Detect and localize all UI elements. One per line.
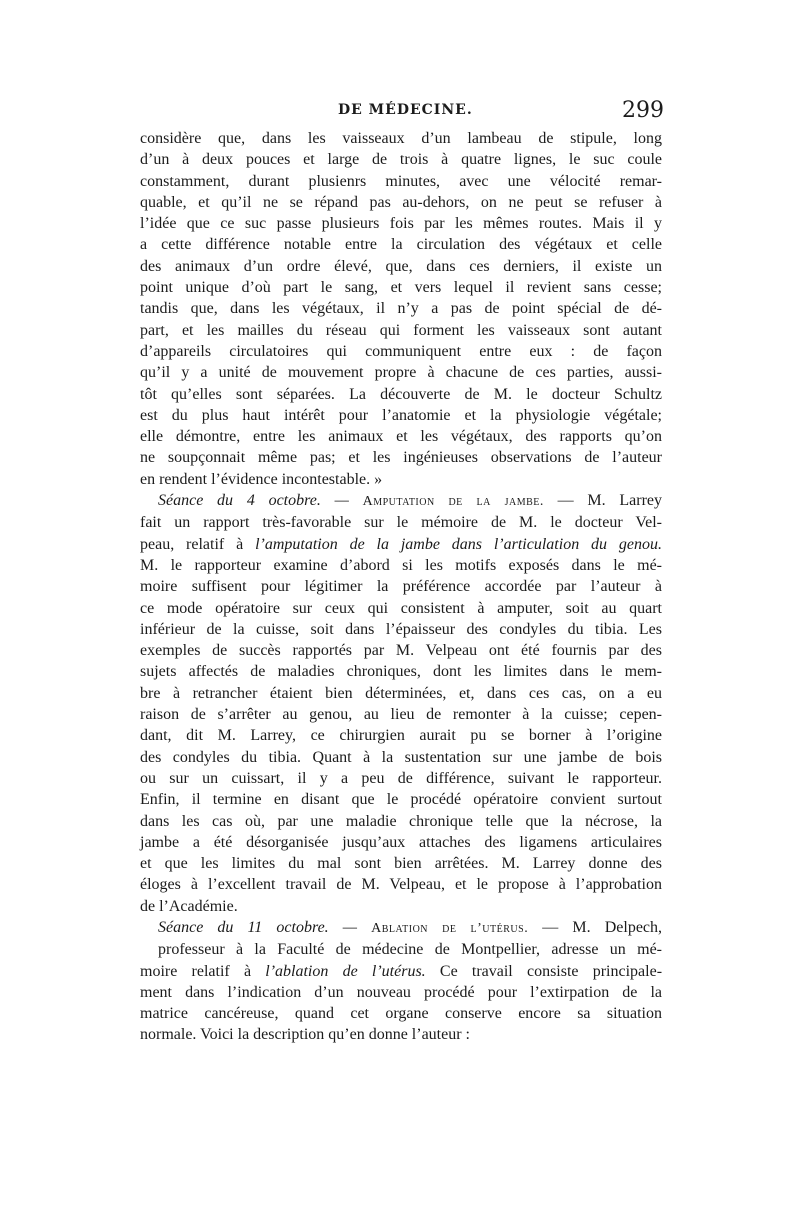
text-line: en rendent l’évidence incontestable. » [140, 470, 383, 488]
text-line: jambe a été désorganisée jusqu’aux attaches des ligamens articulaires [140, 833, 662, 851]
text-line: sujets affectés de maladies chroniques, dont les limites dans le mem- [140, 663, 662, 681]
text-line: inférieur de la cuisse, soit dans l’épaisseur des condyles du tibia. Les [140, 620, 662, 638]
text-line [140, 534, 662, 555]
text-line: professeur à la Faculté de médecine de Montpellier, adresse un mé- [158, 941, 662, 959]
text-line: fait un rapport très-favorable sur le mémoire de M. le docteur Vel- [140, 514, 662, 532]
body-text [140, 128, 662, 1046]
text-line: qu’il y a unité de mouvement propre à chacune de ces parties, aussi- [140, 364, 662, 382]
section-lead: — M. Delpech, [528, 918, 663, 936]
text-line: ment dans l’indication d’un nouveau procédé pour l’extirpation de la [140, 983, 662, 1001]
seance-date: Séance du 11 octobre. — [158, 918, 358, 936]
section-lead: — M. Larrey [543, 492, 663, 510]
text-line: ce mode opératoire sur ceux qui consistent à amputer, soit au quart [140, 599, 662, 617]
text-line: éloges à l’excellent travail de M. Velpeau, et le propose à l’approbation [140, 876, 662, 894]
text-fragment: moire relatif à [140, 962, 266, 980]
text-line: tandis que, dans les végétaux, il n’y a pas de point spécial de dé- [140, 300, 662, 318]
text-line: des condyles du tibia. Quant à la sustentation sur une jambe de bois [140, 748, 662, 766]
text-line: dant, dit M. Larrey, ce chirurgien aurait pu se borner à l’origine [140, 727, 662, 745]
text-line: considère que, dans les vaisseaux d’un lambeau de stipule, long [140, 130, 662, 147]
section-heading: Amputation de la jambe. [362, 494, 544, 510]
text-fragment: Ce travail consiste principale- [425, 962, 663, 980]
text-line: normale. Voici la description qu’en donne l’auteur : [140, 1026, 470, 1044]
emphasis-text: l’amputation de la jambe dans l’articulation du genou. [255, 535, 663, 553]
text-line: ou sur un cuissart, il y a peu de différence, suivant le rapporteur. [140, 769, 662, 787]
text-line: M. le rapporteur examine d’abord si les motifs exposés dans le mé- [140, 556, 662, 574]
section-heading: Ablation de l’utérus. [371, 920, 529, 936]
text-line: raison de s’arrêter au genou, au lieu de remonter à la cuisse; cepen- [140, 706, 662, 724]
text-line: bre à retrancher étaient bien déterminées, et, dans ces cas, on a eu [140, 684, 662, 702]
text-line: point unique d’où part le sang, et vers lequel il revient sans cesse; [140, 279, 662, 297]
text-line: l’idée que ce suc passe plusieurs fois par les mêmes routes. Mais il y [140, 215, 662, 233]
text-line: moire suffisent pour légitimer la préférence accordée par l’auteur à [140, 578, 662, 596]
text-line: constamment, durant plusienrs minutes, avec une vélocité remar- [140, 172, 662, 190]
text-line: ne soupçonnait même pas; et les ingénieuses observations de l’auteur [140, 449, 662, 467]
text-line: quable, et qu’il ne se répand pas au-dehors, on ne peut se refuser à [140, 193, 662, 211]
text-line: exemples de succès rapportés par M. Velpeau ont été fournis par des [140, 642, 662, 660]
text-line [140, 961, 662, 982]
text-line: a cette différence notable entre la circulation des végétaux et celle [140, 236, 662, 254]
text-line: Enfin, il termine en disant que le procédé opératoire convient surtout [140, 791, 662, 809]
running-title: DE MÉDECINE. [338, 102, 473, 118]
text-line: de l’Académie. [140, 897, 238, 915]
text-line: matrice cancéreuse, quand cet organe conserve encore sa situation [140, 1005, 662, 1023]
text-line: des animaux d’un ordre élevé, que, dans ces derniers, il existe un [140, 257, 662, 275]
seance-date: Séance du 4 octobre. — [158, 492, 349, 510]
text-line: elle démontre, entre les animaux et les végétaux, des rapports qu’on [140, 428, 662, 446]
text-line: tôt qu’elles sont séparées. La découverte de M. le docteur Schultz [140, 385, 662, 403]
page-header [0, 98, 800, 126]
text-line: part, et les mailles du réseau qui forment les vaisseaux sont autant [140, 321, 662, 339]
page-number: 299 [622, 98, 664, 123]
text-line: d’un à deux pouces et large de trois à quatre lignes, le suc coule [140, 151, 662, 169]
section-heading-line [140, 917, 662, 939]
text-fragment: peau, relatif à [140, 535, 256, 553]
section-heading-line [140, 490, 662, 512]
text-line: est du plus haut intérêt pour l’anatomie et la physiologie végétale; [140, 406, 662, 424]
text-line: dans les cas où, par une maladie chronique telle que la nécrose, la [140, 812, 662, 830]
emphasis-text: l’ablation de l’utérus. [265, 962, 426, 980]
text-line: d’appareils circulatoires qui communiquent entre eux : de façon [140, 342, 662, 360]
text-line: et que les limites du mal sont bien arrêtées. M. Larrey donne des [140, 855, 662, 873]
